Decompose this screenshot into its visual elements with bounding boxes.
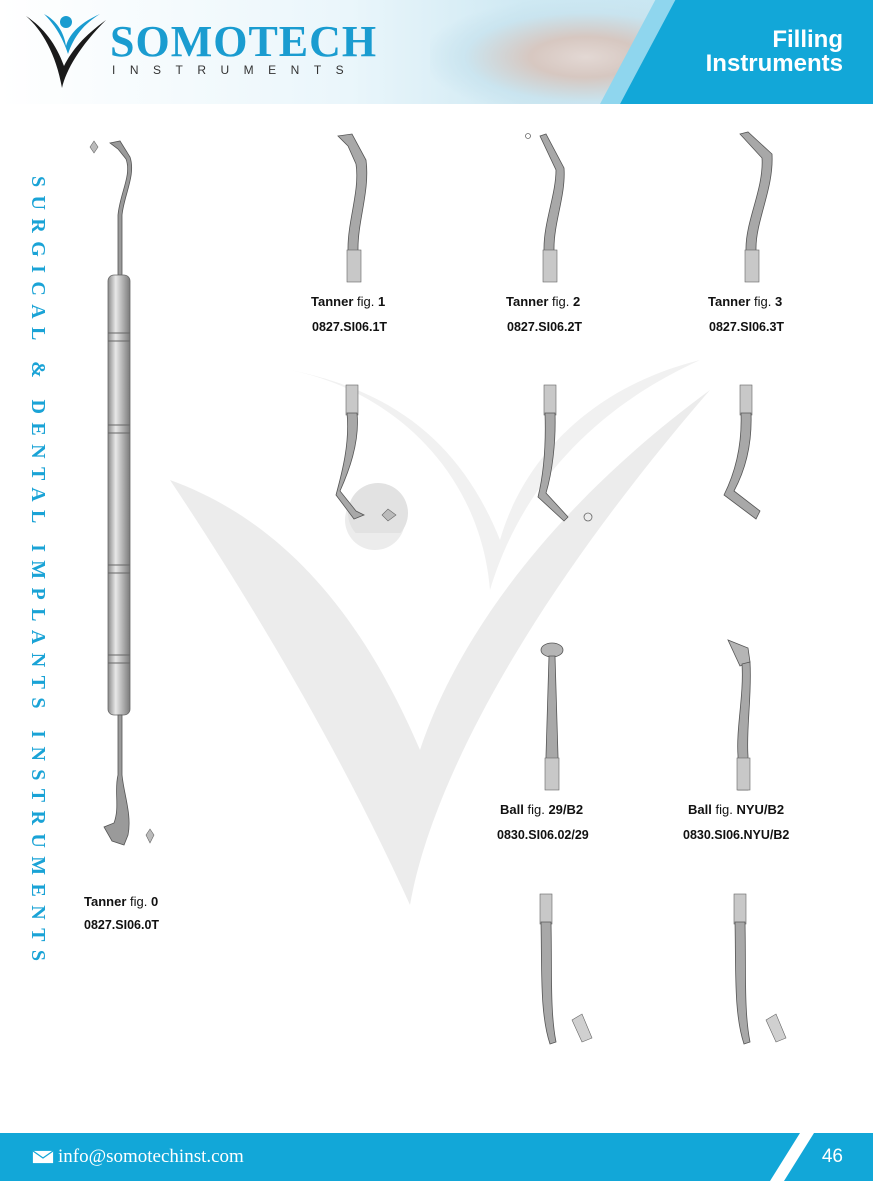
caption-tanner-fig-1 — [311, 294, 385, 309]
side-category-text: SURGICAL & DENTAL IMPLANTS INSTRUMENTS — [27, 176, 49, 970]
fig-number: 1 — [377, 294, 386, 309]
instrument-name: Tanner — [708, 294, 751, 309]
fig-number: NYU/B2 — [736, 802, 785, 817]
brand-name: SOMOTECH — [110, 17, 378, 66]
code-tanner-fig-1: 0827.SI06.1T — [312, 320, 388, 334]
instrument-name: Tanner — [84, 894, 127, 909]
fig-number: 29/B2 — [548, 802, 584, 817]
instrument-tanner-fig-2-end — [530, 383, 600, 533]
email-text[interactable]: info@somotechinst.com — [58, 1146, 244, 1167]
instrument-name: Ball — [688, 802, 712, 817]
fig-label: fig. — [357, 294, 375, 309]
fig-label: fig. — [715, 802, 733, 817]
instrument-tanner-fig-0 — [84, 135, 164, 855]
fig-number: 3 — [774, 294, 783, 309]
fig-number: 0 — [150, 894, 159, 909]
section-title — [706, 28, 843, 76]
instrument-tanner-fig-2-tip — [522, 130, 572, 285]
fig-label: fig. — [527, 802, 545, 817]
fig-label: fig. — [754, 294, 772, 309]
page-header — [0, 0, 873, 104]
instrument-tanner-fig-1-tip — [330, 130, 380, 285]
code-ball-fig-29-b2: 0830.SI06.02/29 — [497, 828, 589, 842]
section-title-line1: Filling — [772, 26, 843, 53]
instrument-ball-fig-29-b2 — [530, 638, 580, 793]
caption-ball-fig-29-b2 — [500, 802, 583, 817]
section-title-line2: Instruments — [705, 50, 843, 77]
instrument-tanner-fig-3-end — [720, 383, 780, 533]
caption-tanner-fig-3 — [708, 294, 782, 309]
page-number: 46 — [821, 1146, 843, 1167]
code-tanner-fig-2: 0827.SI06.2T — [507, 320, 583, 334]
instrument-name: Tanner — [506, 294, 549, 309]
code-tanner-fig-0: 0827.SI06.0T — [84, 918, 160, 932]
logo-watermark — [160, 330, 720, 910]
fig-label: fig. — [552, 294, 570, 309]
instrument-tanner-fig-3-tip — [730, 130, 780, 285]
instrument-tanner-fig-1-end — [330, 383, 410, 533]
fig-label: fig. — [130, 894, 148, 909]
footer-email[interactable] — [32, 1145, 244, 1169]
caption-ball-fig-nyu-b2 — [688, 802, 784, 817]
caption-tanner-fig-0 — [84, 894, 158, 909]
instrument-ball-fig-nyu-b2-end — [728, 892, 798, 1052]
code-ball-fig-nyu-b2: 0830.SI06.NYU/B2 — [683, 828, 790, 842]
instrument-name: Tanner — [311, 294, 354, 309]
somotech-logo-icon — [22, 10, 108, 94]
fig-number: 2 — [572, 294, 581, 309]
brand-subtitle: INSTRUMENTS — [112, 63, 359, 77]
instrument-ball-fig-nyu-b2 — [722, 636, 772, 794]
caption-tanner-fig-2 — [506, 294, 580, 309]
code-tanner-fig-3: 0827.SI06.3T — [709, 320, 785, 334]
instrument-name: Ball — [500, 802, 524, 817]
envelope-icon — [32, 1150, 54, 1164]
instrument-ball-fig-29-b2-end — [530, 892, 600, 1052]
